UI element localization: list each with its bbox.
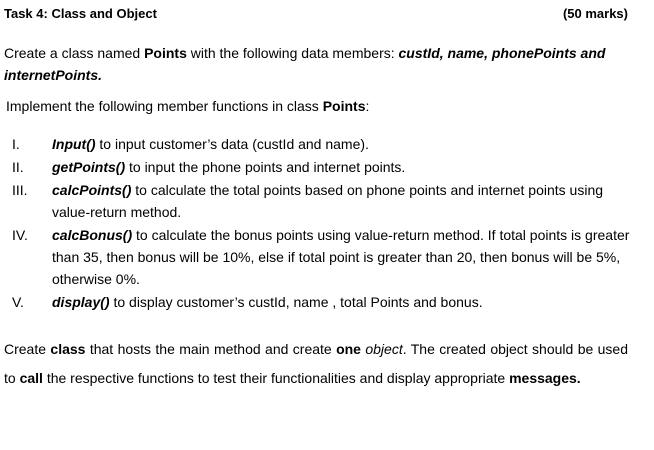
function-desc: to calculate the bonus points using value-return method. If total points is greater than 35, then bonus will be 10%, else if total point is greater than 20, then bonus will be 5%, otherwise 0%.: [52, 227, 630, 287]
function-desc: to input the phone points and internet points.: [125, 159, 406, 175]
list-number: I.: [12, 136, 20, 152]
list-number: IV.: [12, 227, 28, 243]
keyword-one: one: [336, 341, 361, 357]
function-name: calcBonus(): [52, 227, 133, 243]
task-title: Task 4: Class and Object: [4, 6, 157, 21]
closing-text: that hosts the main method and create: [85, 341, 337, 357]
lead-text: Implement the following member functions in class: [6, 98, 323, 114]
intro-paragraph: [4, 42, 628, 86]
keyword-call: call: [19, 370, 43, 386]
list-number: II.: [12, 159, 24, 175]
function-name: getPoints(): [52, 159, 126, 175]
lead-colon: :: [365, 98, 370, 114]
functions-lead: [6, 98, 626, 114]
function-name: display(): [52, 294, 110, 310]
lead-class-name: Points: [322, 98, 366, 114]
closing-text: . The created object should be used to: [4, 341, 628, 386]
list-number: V.: [12, 294, 24, 310]
closing-text: Create: [4, 341, 51, 357]
keyword-object: object: [365, 341, 403, 357]
closing-paragraph: [4, 335, 628, 393]
function-name: calcPoints(): [52, 182, 132, 198]
function-name: Input(): [52, 136, 96, 152]
class-name: Points: [144, 45, 187, 61]
closing-text: the respective functions to test their functionalities and display appropriate: [42, 370, 510, 386]
list-number: III.: [12, 182, 28, 198]
keyword-class: class: [50, 341, 86, 357]
keyword-messages: messages.: [509, 370, 581, 386]
list-item: [0, 224, 640, 290]
intro-text: Create a class named: [4, 45, 145, 61]
task-marks: (50 marks): [562, 6, 628, 21]
function-desc: to display customer’s custId, name , total Points and bonus.: [109, 294, 483, 310]
list-item: [0, 156, 640, 178]
function-desc: to input customer’s data (custId and name).: [95, 136, 369, 152]
list-item: [0, 133, 640, 155]
list-item: [0, 291, 640, 313]
function-desc: to calculate the total points based on phone points and internet points using value-return method.: [52, 182, 604, 220]
intro-text-mid: with the following data members:: [186, 45, 399, 61]
list-item: [0, 179, 640, 223]
task-header: [4, 6, 628, 21]
data-members: custId, name, phonePoints and internetPoints.: [4, 45, 606, 83]
member-function-list: [0, 133, 640, 314]
